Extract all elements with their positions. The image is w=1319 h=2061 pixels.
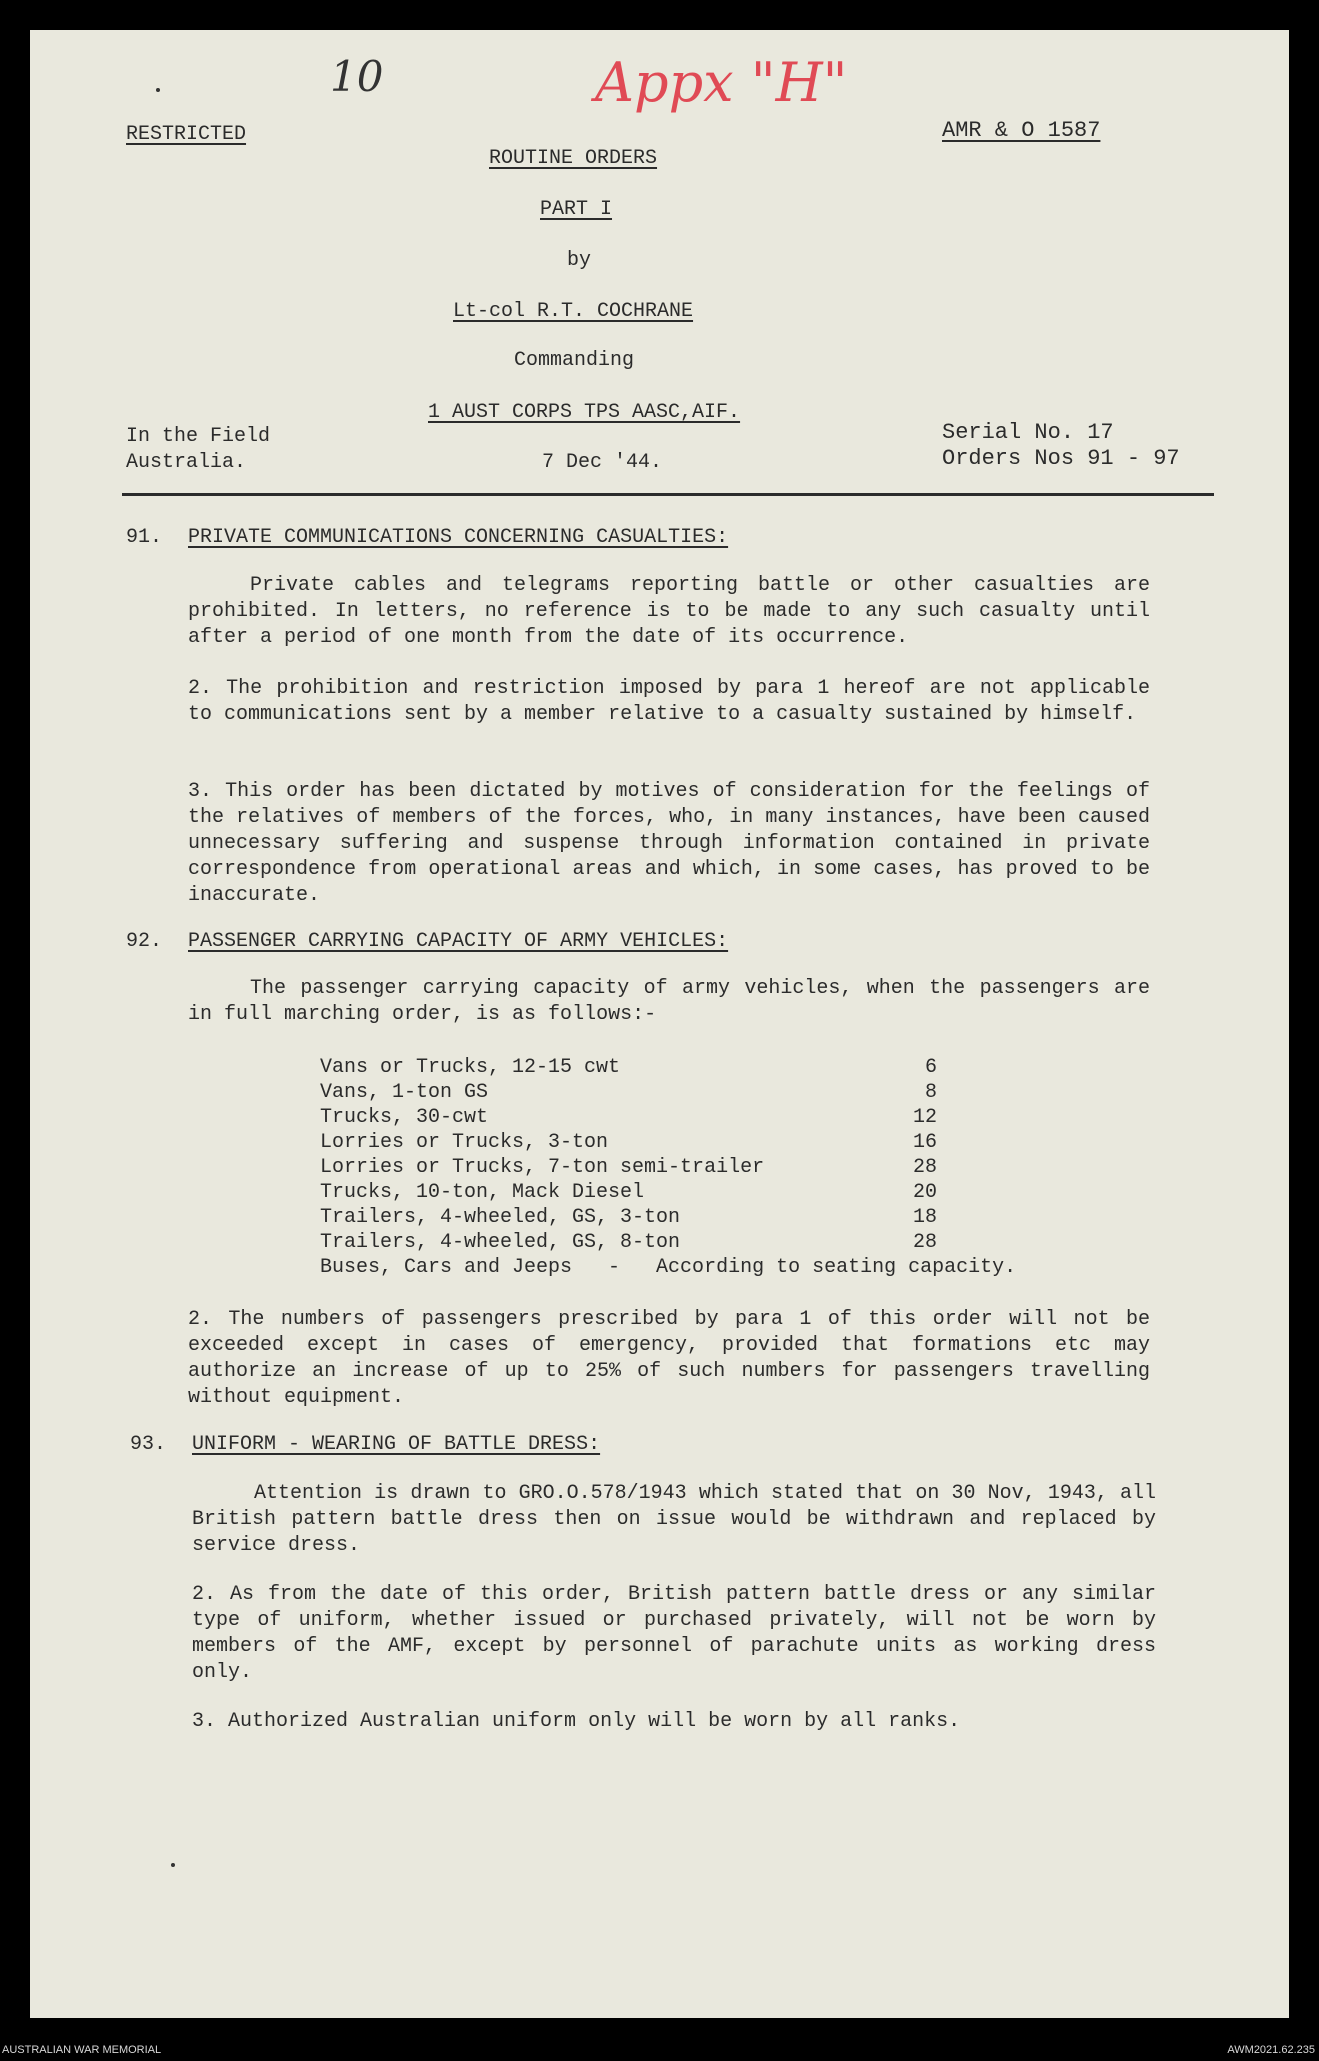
ink-dot [156,88,160,92]
order-paragraph: 2. The prohibition and restriction imposed by para 1 hereof are not applicable to communications sent by a member relative to a casualty sustained by himself. [188,677,1150,726]
vehicle-name: Trucks, 30-cwt [320,1106,489,1129]
vehicle-capacity: 28 [912,1231,937,1254]
part-label: PART I [540,198,613,221]
vehicle-name: Vans, 1-ton GS [320,1081,489,1104]
order-paragraph: 3. Authorized Australian uniform only will be worn by all ranks. [192,1710,961,1733]
by-label: by [567,249,592,272]
order-heading: PASSENGER CARRYING CAPACITY OF ARMY VEHICLES: [188,930,729,953]
vehicle-name: Lorries or Trucks, 7-ton semi-trailer [320,1156,765,1179]
reference-number: AMR & O 1587 [942,118,1101,143]
vehicle-name: Lorries or Trucks, 3-ton [320,1131,609,1154]
order-paragraph: 2. As from the date of this order, British pattern battle dress or any similar type of uniform, whether issued or purchased privately, will not be worn by members of the AMF, except by personnel of parachute units as working dress only. [192,1583,1156,1684]
vehicle-row [320,1155,1080,1181]
vehicle-row [320,1055,1080,1081]
header-divider [122,493,1214,496]
order-paragraph: Private cables and telegrams reporting battle or other casualties are prohibited. In letters, no reference is to be made to any such casualty until after a period of one month from the date of its occurrence. [188,574,1150,649]
footer-catalogue-id: AWM2021.62.235 [1227,2044,1315,2056]
order-heading: UNIFORM - WEARING OF BATTLE DRESS: [192,1433,601,1456]
unit-name: 1 AUST CORPS TPS AASC,AIF. [428,401,741,424]
vehicle-row [320,1105,1080,1131]
handwritten-initials: 10 [330,52,384,101]
vehicle-name: Vans or Trucks, 12-15 cwt [320,1056,621,1079]
vehicle-capacity: 28 [912,1156,937,1179]
vehicle-capacity: 8 [924,1081,937,1104]
commander-name: Lt-col R.T. COCHRANE [453,300,694,323]
order-number: 93. [130,1433,167,1456]
orders-range: Orders Nos 91 - 97 [942,446,1180,471]
order-paragraph: Attention is drawn to GRO.O.578/1943 which stated that on 30 Nov, 1943, all British pattern battle dress then on issue would be withdrawn and replaced by service dress. [192,1482,1156,1557]
ink-dot [171,1863,175,1867]
vehicle-capacity: 20 [912,1181,937,1204]
location-line-1: In the Field [126,425,271,448]
vehicle-row [320,1205,1080,1231]
vehicle-name: Trailers, 4-wheeled, GS, 3-ton [320,1206,681,1229]
vehicle-name: Trucks, 10-ton, Mack Diesel [320,1181,645,1204]
footer-institution: AUSTRALIAN WAR MEMORIAL [2,2044,162,2056]
document-page [30,30,1289,2018]
order-paragraph: 2. The numbers of passengers prescribed by para 1 of this order will not be exceeded except in cases of emergency, provided that formations etc may authorize an increase of up to 25% of such numbers for passengers travelling without equipment. [188,1308,1150,1409]
order-paragraph: The passenger carrying capacity of army vehicles, when the passengers are in full marching order, is as follows:- [188,977,1150,1026]
vehicle-capacity: 18 [912,1206,937,1229]
serial-number: Serial No. 17 [942,420,1114,445]
order-heading: PRIVATE COMMUNICATIONS CONCERNING CASUALTIES: [188,526,729,549]
order-paragraph: 3. This order has been dictated by motives of consideration for the feelings of the relatives of members of the forces, who, in many instances, have been caused unnecessary suffering and suspense through information contained in private correspondence from operational areas and which, in some cases, has proved to be inaccurate. [188,780,1150,907]
order-date: 7 Dec '44. [542,451,663,474]
handwritten-appendix-note: Appx "H" [595,51,848,114]
order-number: 92. [126,930,163,953]
vehicle-name: Trailers, 4-wheeled, GS, 8-ton [320,1231,681,1254]
document-title: ROUTINE ORDERS [489,147,658,170]
vehicle-row [320,1230,1080,1256]
location-line-2: Australia. [126,451,247,474]
vehicle-capacity: 12 [912,1106,937,1129]
vehicle-row [320,1130,1080,1156]
restricted-label: RESTRICTED [126,123,247,146]
vehicle-row [320,1080,1080,1106]
vehicle-capacity: 16 [912,1131,937,1154]
commanding-label: Commanding [514,349,635,372]
vehicle-row [320,1180,1080,1206]
vehicle-capacity: 6 [924,1056,937,1079]
order-number: 91. [126,526,163,549]
buses-line: Buses, Cars and Jeeps - According to seating capacity. [320,1256,1017,1279]
